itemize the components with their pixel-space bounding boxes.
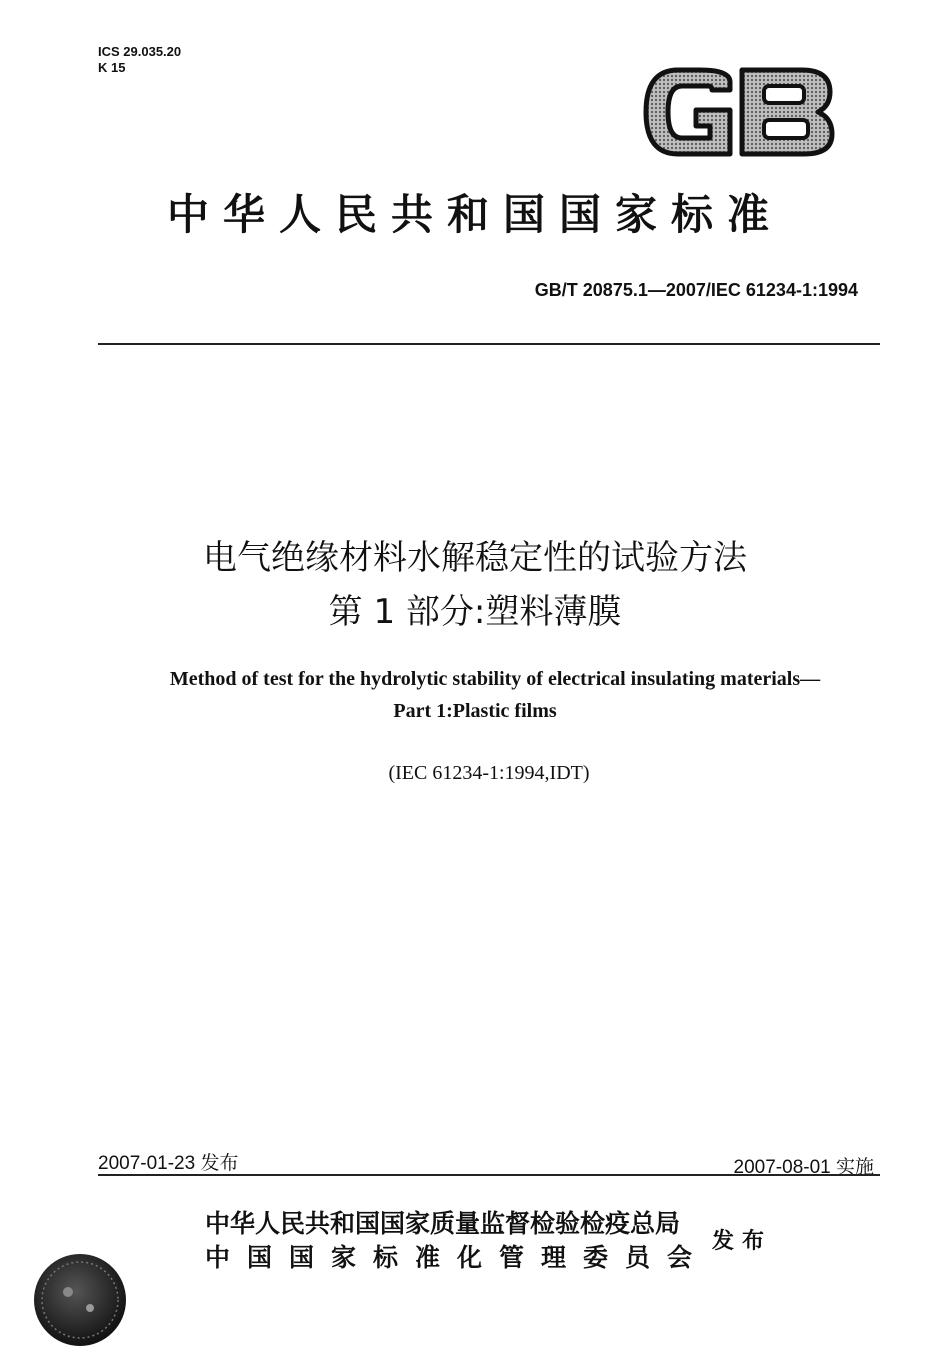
zh-title-line1: 电气绝缘材料水解稳定性的试验方法: [203, 538, 747, 578]
issuer-title: 中华人民共和国国家标准: [166, 190, 783, 239]
standard-number: GB/T 20875.1—2007/IEC 61234-1:1994: [534, 280, 858, 300]
header-divider: [98, 343, 880, 345]
ics-code: ICS 29.035.20: [98, 44, 182, 59]
issue-date: 2007-01-23 发布: [98, 1153, 239, 1174]
classification-block: [98, 44, 181, 76]
footer-divider: [98, 1174, 880, 1176]
implement-date: 2007-08-01 实施: [733, 1157, 874, 1178]
adoption-note: (IEC 61234-1:1994,IDT): [388, 762, 590, 784]
issuing-org-1: 中华人民共和国国家质量监督检验检疫总局: [205, 1209, 681, 1238]
zh-title-line2: 第 1 部分:塑料薄膜: [328, 592, 622, 632]
seal-stamp-icon: [30, 1250, 130, 1350]
ccs-code: K 15: [98, 60, 126, 75]
en-title-line2: Part 1:Plastic films: [393, 700, 557, 722]
issuing-org-2: 中国国家标准化管理委员会: [205, 1243, 710, 1272]
en-title-line1: Method of test for the hydrolytic stability of electrical insulating materials—: [169, 668, 821, 690]
publish-label: 发布: [712, 1228, 773, 1254]
gb-logo-icon: [638, 62, 838, 162]
